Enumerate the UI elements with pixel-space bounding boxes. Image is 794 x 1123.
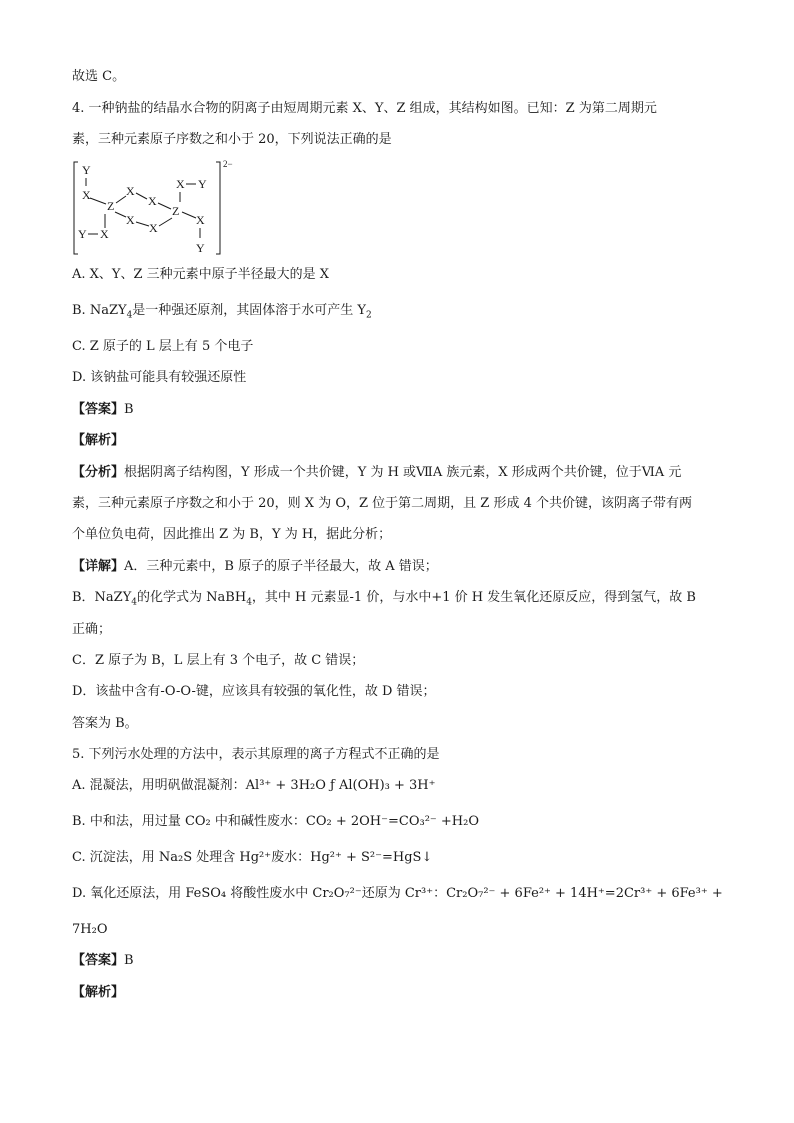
q4-fenxi-line1: 【分析】根据阴离子结构图，Y 形成一个共价键，Y 为 H 或ⅦA 族元素，X 形成两个共价键，位于ⅥA 元 (72, 465, 682, 480)
atom-x-4: X (176, 177, 185, 191)
atom-z-2: Z (172, 204, 180, 218)
q5-analysis-heading: 【解析】 (72, 985, 125, 1000)
anion-structure-diagram (72, 158, 242, 258)
q4-fenxi-line2: 素，三种元素原子序数之和小于 20，则 X 为 O，Z 位于第二周期，且 Z 形成 4 个共价键，该阴离子带有两 (72, 496, 692, 511)
q4-fenxi-line3: 个单位负电荷，因此推出 Z 为 B，Y 为 H，据此分析； (72, 527, 392, 542)
atom-x-5: X (100, 227, 109, 241)
atom-x-8: X (196, 213, 205, 227)
q4-detail-c: C．Z 原子为 B，L 层上有 3 个电子，故 C 错误； (72, 653, 365, 668)
q4-stem-line2: 素，三种元素原子序数之和小于 20，下列说法正确的是 (72, 132, 392, 147)
q4-option-d: D. 该钠盐可能具有较强还原性 (72, 370, 247, 385)
atom-y-1: Y (82, 163, 91, 177)
q4-conclusion: 答案为 B。 (72, 716, 138, 731)
q5-option-d: D. 氧化还原法，用 FeSO₄ 将酸性废水中 Cr₂O₇²⁻还原为 Cr³⁺：Cr₂O₇²⁻ + 6Fe²⁺ + 14H⁺=2Cr³⁺ + 6Fe³⁺ + (72, 886, 723, 901)
q4-option-c: C. Z 原子的 L 层上有 5 个电子 (72, 339, 254, 354)
q5-option-b: B. 中和法，用过量 CO₂ 中和碱性废水：CO₂ + 2OH⁻=CO₃²⁻ +H₂O (72, 814, 480, 829)
atom-x-6: X (126, 213, 135, 227)
q4-detail-d: D．该盐中含有-O-O-键，应该具有较强的氧化性，故 D 错误； (72, 684, 436, 699)
q5-option-d-cont: 7H₂O (72, 922, 108, 937)
atom-y-4: Y (196, 241, 205, 255)
q4-analysis-heading: 【解析】 (72, 433, 125, 448)
atom-x-2: X (126, 184, 135, 198)
q4-detail-b: B．NaZY$_4$的化学式为 NaBH$_4$，其中 H 元素显-1 价，与水中+1 价 H 发生氧化还原反应，得到氢气，故 B (72, 590, 696, 608)
q5-stem: 5. 下列污水处理的方法中，表示其原理的离子方程式不正确的是 (72, 747, 440, 762)
q4-detail-b-cont: 正确； (72, 622, 112, 637)
q3-conclusion: 故选 C。 (72, 69, 126, 84)
q5-option-a: A. 混凝法，用明矾做混凝剂：Al³⁺ + 3H₂O ƒ Al(OH)₃ + 3H⁺ (72, 778, 436, 793)
q5-answer: 【答案】B (72, 953, 134, 968)
q5-option-c: C. 沉淀法，用 Na₂S 处理含 Hg²⁺废水：Hg²⁺ + S²⁻=HgS↓ (72, 850, 433, 865)
q4-option-a: A. X、Y、Z 三种元素中原子半径最大的是 X (72, 267, 330, 282)
atom-y-3: Y (78, 227, 87, 241)
charge-label: 2− (223, 159, 233, 169)
atom-z-1: Z (107, 199, 115, 213)
right-bracket (216, 162, 220, 254)
q4-answer: 【答案】B (72, 402, 134, 417)
q4-detail-a: 【详解】A．三种元素中，B 原子的原子半径最大，故 A 错误； (72, 559, 438, 574)
atom-x-3: X (148, 194, 157, 208)
atom-x-7: X (149, 221, 158, 235)
q4-option-b: B. NaZY$_4$是一种强还原剂，其固体溶于水可产生 $Y_2$ (72, 303, 372, 321)
atom-x-1: X (82, 188, 91, 202)
q4-stem-line1: 4. 一种钠盐的结晶水合物的阴离子由短周期元素 X、Y、Z 组成，其结构如图。已知：Z 为第二周期元 (72, 101, 657, 116)
atom-y-2: Y (198, 177, 207, 191)
